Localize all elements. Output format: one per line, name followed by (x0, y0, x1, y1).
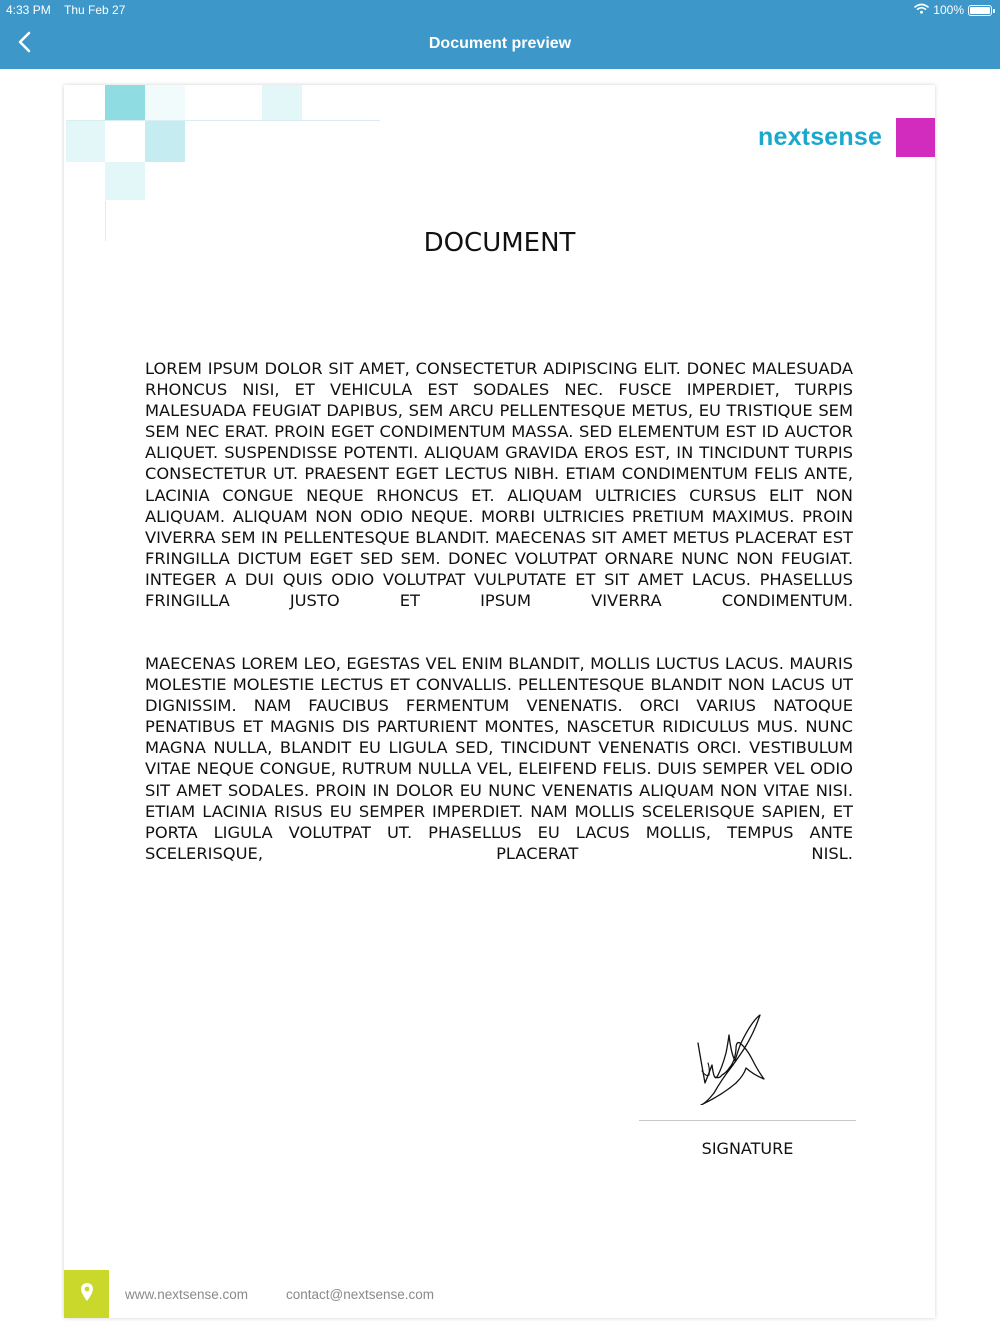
deco-tile (145, 85, 185, 121)
wifi-icon (914, 3, 929, 17)
status-indicators (914, 3, 992, 17)
body-paragraph: MAECENAS LOREM LEO, EGESTAS VEL ENIM BLANDIT, MOLLIS LUCTUS LACUS. MAURIS MOLESTIE MOLESTIE LECTUS ET CONVALLIS. PELLENTESQUE BLANDIT NON LACUS UT DIGNISSIM. NAM FAUCIBUS FERMENTUM VENENATIS. ORCI VARIUS NATOQUE PENATIBUS ET MAGNIS DIS PARTURIENT MONTES, NASCETUR RIDICULUS MUS. NUNC MAGNA NULLA, BLANDIT EU LIGULA SED, TINCIDUNT VENENATIS ORCI. VESTIBULUM VITAE NEQUE CONGUE, RUTRUM NULLA VEL, ELEIFEND FELIS. DUIS SEMPER VEL ODIO SIT AMET SODALES. PROIN IN DOLOR EU NUNC VENENATIS ALIQUAM NON VITAE NISI. ETIAM LACINIA RISUS EU SEMPER IMPERDIET. NAM MOLLIS SCELERISQUE SAPIEN, ET PORTA LIGULA VOLUTPAT UT. PHASELLUS EU LACUS MOLLIS, TEMPUS ANTE SCELERISQUE, PLACERAT NISL. (145, 654, 853, 863)
footer-email: contact@nextsense.com (286, 1287, 435, 1302)
nav-title: Document preview (428, 35, 572, 52)
battery-percent: 100% (933, 3, 964, 17)
deco-tile (262, 85, 302, 121)
nav-bar (0, 20, 1000, 69)
deco-tile (105, 162, 145, 200)
battery-level (970, 7, 990, 14)
document-title: DOCUMENT (423, 228, 576, 258)
deco-line (66, 120, 380, 121)
deco-tile (105, 85, 145, 121)
status-bar (0, 0, 1000, 20)
signature-image (692, 1013, 777, 1105)
battery-icon (968, 5, 992, 16)
signature-label: SIGNATURE (701, 1139, 794, 1158)
status-time: 4:33 PM (6, 3, 51, 17)
location-pin-icon (80, 1282, 94, 1307)
nextsense-logo: nextsense (758, 123, 883, 151)
footer-website: www.nextsense.com (125, 1287, 249, 1302)
status-date: Thu Feb 27 (64, 3, 126, 17)
body-paragraph: LOREM IPSUM DOLOR SIT AMET, CONSECTETUR ADIPISCING ELIT. DONEC MALESUADA RHONCUS NISI, ET VEHICULA EST SODALES NEC. FUSCE IMPERDIET, TURPIS MALESUADA FEUGIAT DAPIBUS, SEM ARCU PELLENTESQUE METUS, EU TRISTIQUE SEM SEM NEC ERAT. PROIN EGET CONDIMENTUM MASSA. SED ELEMENTUM EST ID AUCTOR ALIQUET. SUSPENDISSE POTENTI. ALIQUAM GRAVIDA EROS EST, IN TINCIDUNT TURPIS CONSECTETUR UT. PRAESENT EGET LECTUS NIBH. ETIAM CONDIMENTUM FELIS ANTE, LACINIA CONGUE NEQUE RHONCUS ET. ALIQUAM ULTRICIES CURSUS ELIT NON ALIQUAM. ALIQUAM NON ODIO NEQUE. MORBI ULTRICIES PRETIUM MAXIMUS. PROIN VIVERRA SEM IN PELLENTESQUE BLANDIT. MAECENAS SIT AMET METUS PLACERAT EST FRINGILLA DICTUM EGET SED SEM. DONEC VOLUTPAT ORNARE NUNC NON FEUGIAT. INTEGER A DUI QUIS ODIO VOLUTPAT VULPUTATE ET SIT AMET LACUS. PHASELLUS FRINGILLA JUSTO ET IPSUM VIVERRA CONDIMENTUM. (145, 359, 853, 611)
deco-tile (145, 121, 185, 162)
brand-square (896, 118, 935, 157)
signature-line (639, 1120, 856, 1121)
footer-location-badge (64, 1270, 109, 1318)
deco-tile (66, 121, 105, 162)
document-page[interactable] (64, 85, 935, 1318)
